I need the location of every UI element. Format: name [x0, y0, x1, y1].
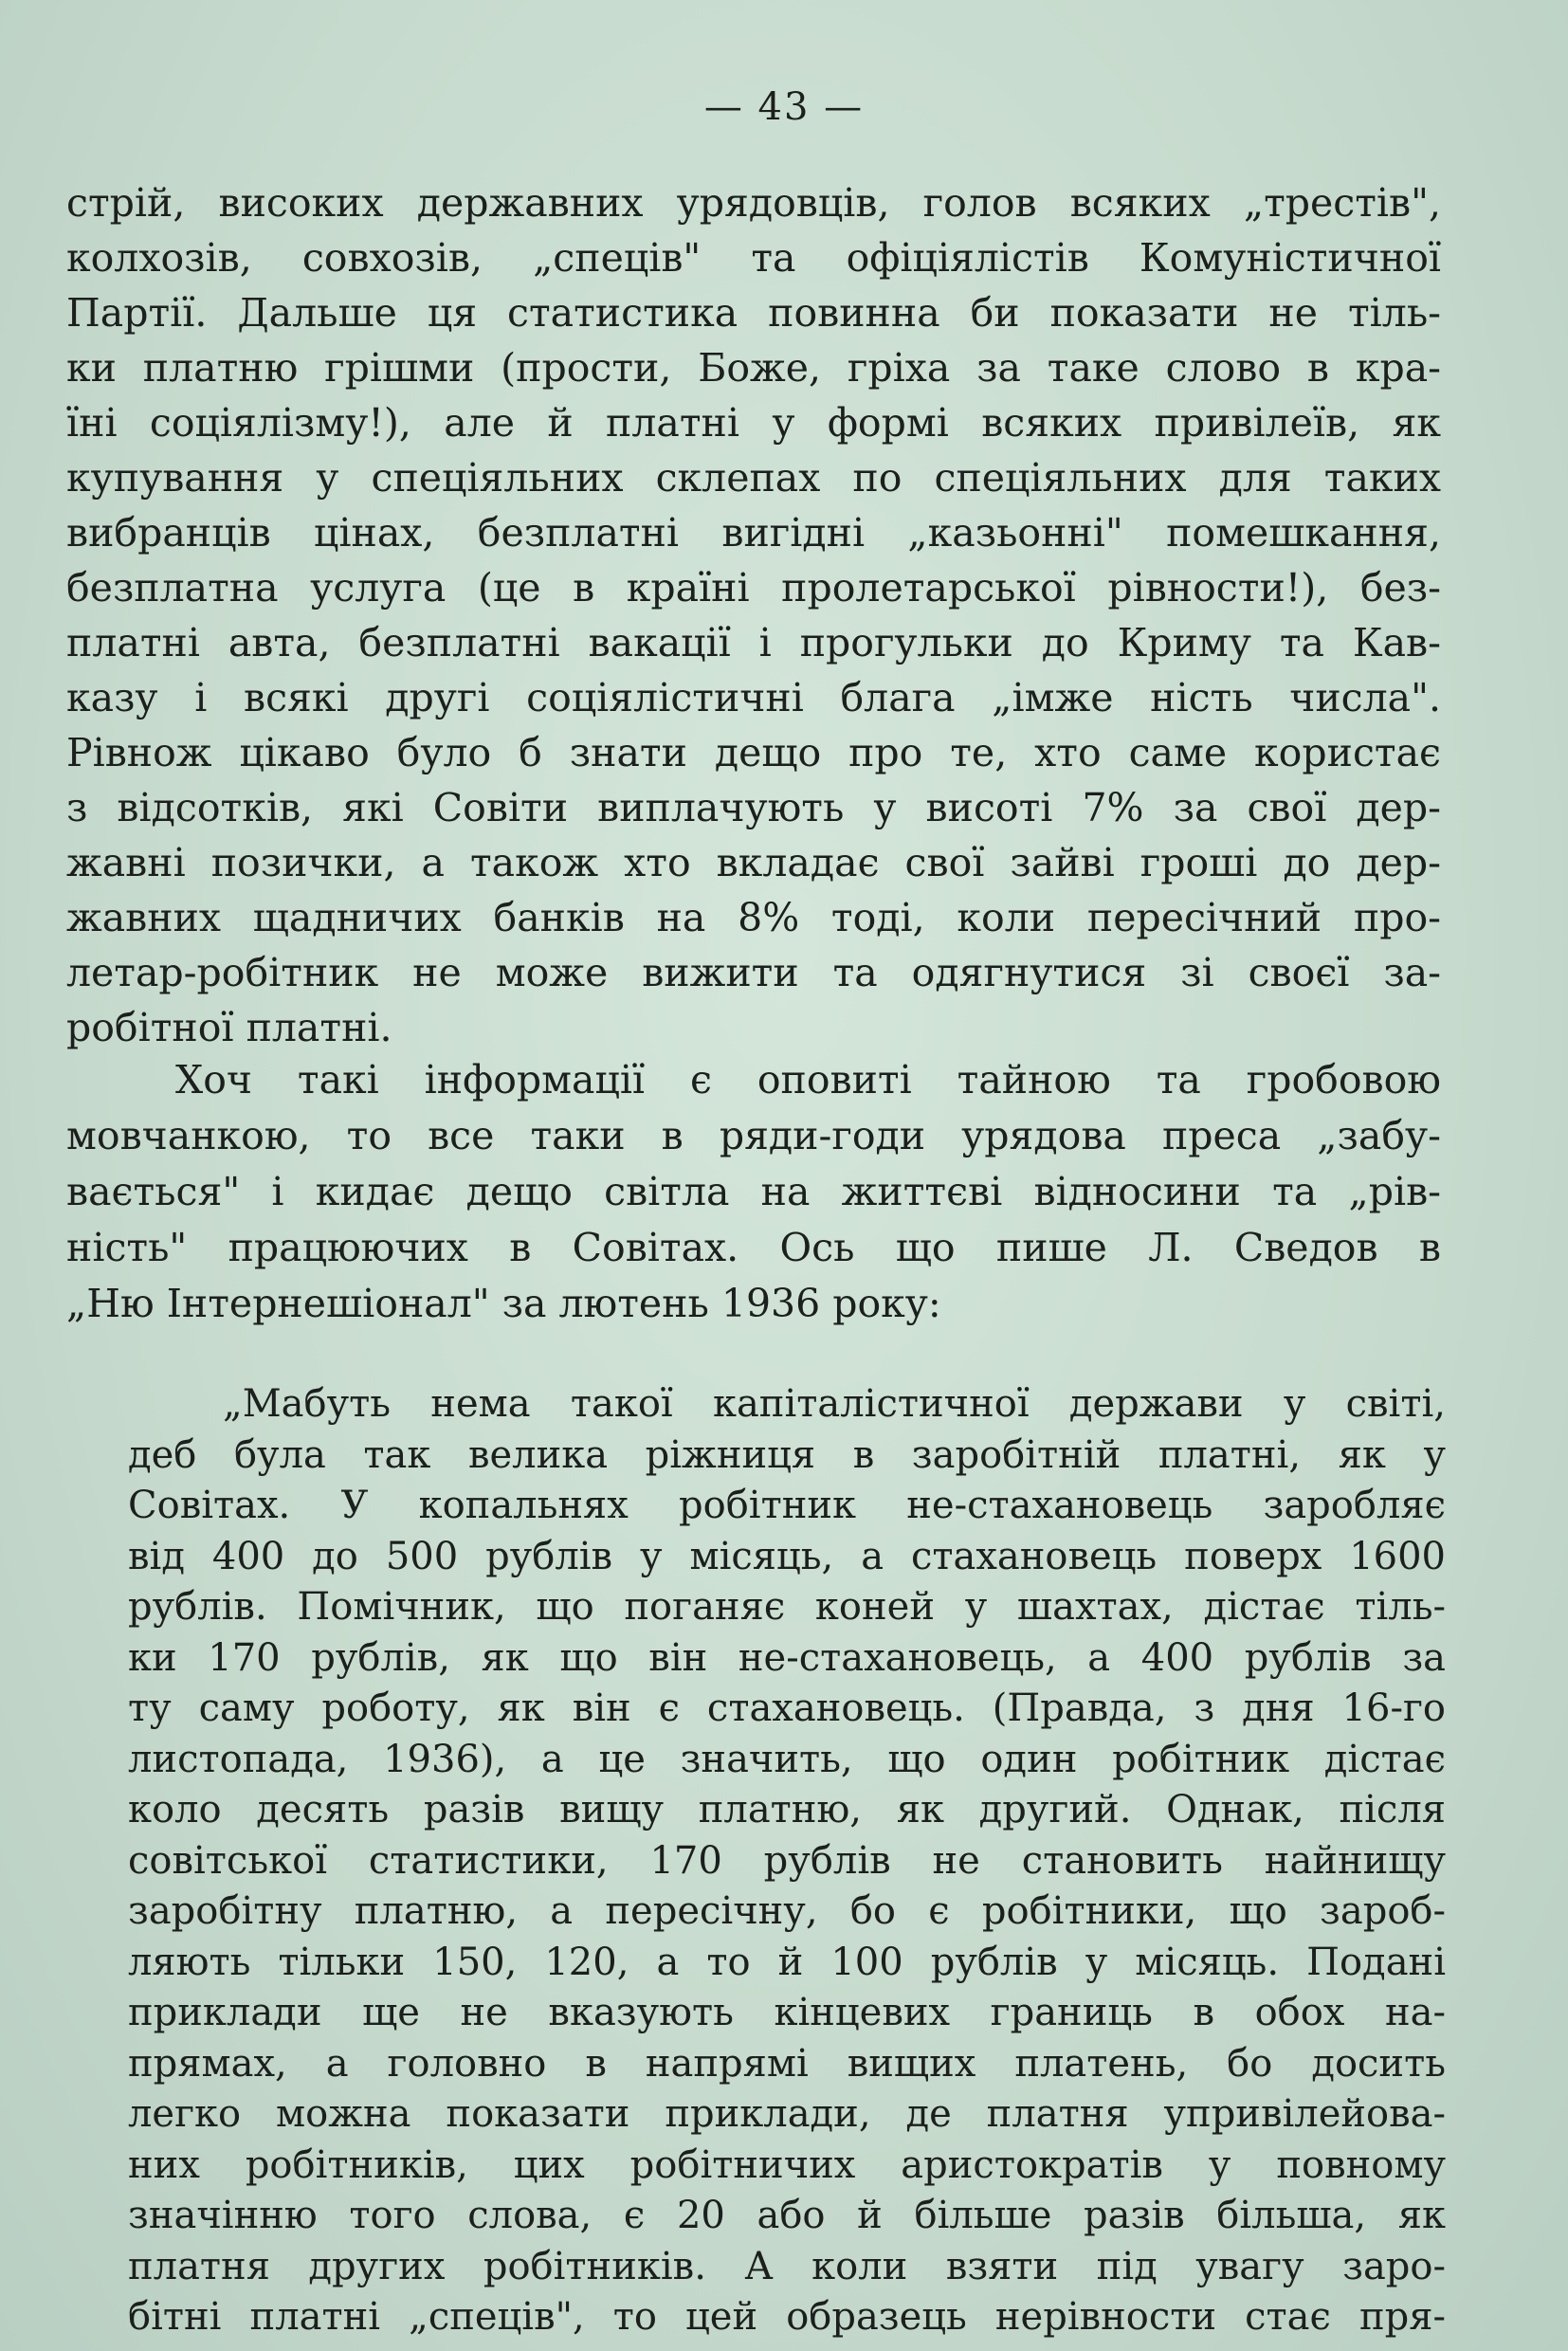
text-line: Хоч такі інформації є оповиті тайною та гробовою: [175, 1057, 1441, 1103]
block-quote: [128, 1379, 1446, 2343]
quote-line: ту саму роботу, як він є стахановець. (Правда, з дня 16-го: [128, 1686, 1446, 1730]
quote-line: них робітників, цих робітничих аристократів у повному: [128, 2142, 1446, 2187]
text-line: їні соціялізму!), але й платні у формі всяких привілеїв, як: [66, 400, 1441, 446]
text-line: стрій, високих державних урядовців, голов всяких „трестів",: [66, 180, 1441, 226]
text-line: з відсотків, які Совіти виплачують у висоті 7% за свої дер-: [66, 785, 1441, 830]
text-line: жавні позички, а також хто вкладає свої зайві гроші до дер-: [66, 840, 1441, 885]
text-line: „Ню Інтернешіонал" за лютень 1936 року:: [66, 1281, 941, 1326]
text-line: Рівнож цікаво було б знати дещо про те, хто саме користає: [66, 730, 1441, 775]
quote-line: легко можна показати приклади, де платня упривілейова-: [128, 2092, 1446, 2136]
text-line: вається" і кидає дещо світла на життєві відносини та „рів-: [66, 1169, 1441, 1214]
text-line: летар-робітник не може вижити та одягнутися зі своєї за-: [66, 950, 1441, 995]
quote-line: листопада, 1936), а це значить, що один робітник дістає: [128, 1737, 1446, 1781]
text-line: вибранців цінах, безплатні вигідні „казьонні" помешкання,: [66, 510, 1441, 556]
text-line: робітної платні.: [66, 1005, 392, 1050]
quote-line: коло десять разів вищу платню, як другий. Однак, після: [128, 1788, 1446, 1832]
text-line: платні авта, безплатні вакації і прогульки до Криму та Кав-: [66, 620, 1441, 665]
text-line: ність" працюючих в Совітах. Ось що пише Л. Сведов в: [66, 1225, 1441, 1270]
quote-line: платня других робітників. А коли взяти під увагу заро-: [128, 2244, 1446, 2288]
quote-line: совітської статистики, 170 рублів не становить найнищу: [128, 1838, 1446, 1883]
quote-line: ки 170 рублів, як що він не-стахановець, а 400 рублів за: [128, 1635, 1446, 1680]
text-line: колхозів, совхозів, „спеців" та офіціялістів Комуністичної: [66, 235, 1441, 281]
paragraph-1: [66, 175, 1441, 1055]
quote-line: значінню того слова, є 20 або й більше разів більша, як: [128, 2194, 1446, 2237]
quote-line: від 400 до 500 рублів у місяць, а стахановець поверх 1600: [128, 1534, 1446, 1578]
text-line: купування у спеціяльних склепах по спеціяльних для таких: [66, 455, 1441, 501]
text-line: ки платню грішми (прости, Боже, гріха за таке слово в кра-: [66, 345, 1441, 391]
quote-line: бітні платні „спеців", то цей образець нерівности стає пря-: [128, 2295, 1446, 2339]
text-line: жавних щадничих банків на 8% тоді, коли пересічний про-: [66, 895, 1441, 940]
text-line: безплатна услуга (це в країні пролетарської рівности!), без-: [66, 565, 1441, 611]
text-line: казу і всякі другі соціялістичні блага „імже ність числа".: [66, 675, 1441, 720]
quote-line: „Мабуть нема такої капіталістичної держави у світі,: [223, 1382, 1446, 1426]
quote-line: прямах, а головно в напрямі вищих платень, бо досить: [128, 2041, 1446, 2086]
quote-line: ляють тільки 150, 120, а то й 100 рублів у місяць. Подані: [128, 1940, 1446, 1984]
quote-line: заробітну платню, а пересічну, бо є робітники, що зароб-: [128, 1889, 1446, 1933]
text-line: Партії. Дальше ця статистика повинна би показати не тіль-: [66, 290, 1441, 336]
quote-line: приклади ще не вказують кінцевих границь в обох на-: [128, 1991, 1446, 2034]
quote-line: деб була так велика ріжниця в заробітній платні, як у: [128, 1432, 1446, 1477]
page-number: — 43 —: [703, 85, 865, 129]
paragraph-2: [66, 1052, 1441, 1332]
quote-line: рублів. Помічник, що поганяє коней у шахтах, дістає тіль-: [128, 1585, 1446, 1629]
text-line: мовчанкою, то все таки в ряди-годи урядова преса „забу-: [66, 1113, 1441, 1158]
quote-line: Совітах. У копальнях робітник не-стахановець заробляє: [128, 1484, 1446, 1527]
